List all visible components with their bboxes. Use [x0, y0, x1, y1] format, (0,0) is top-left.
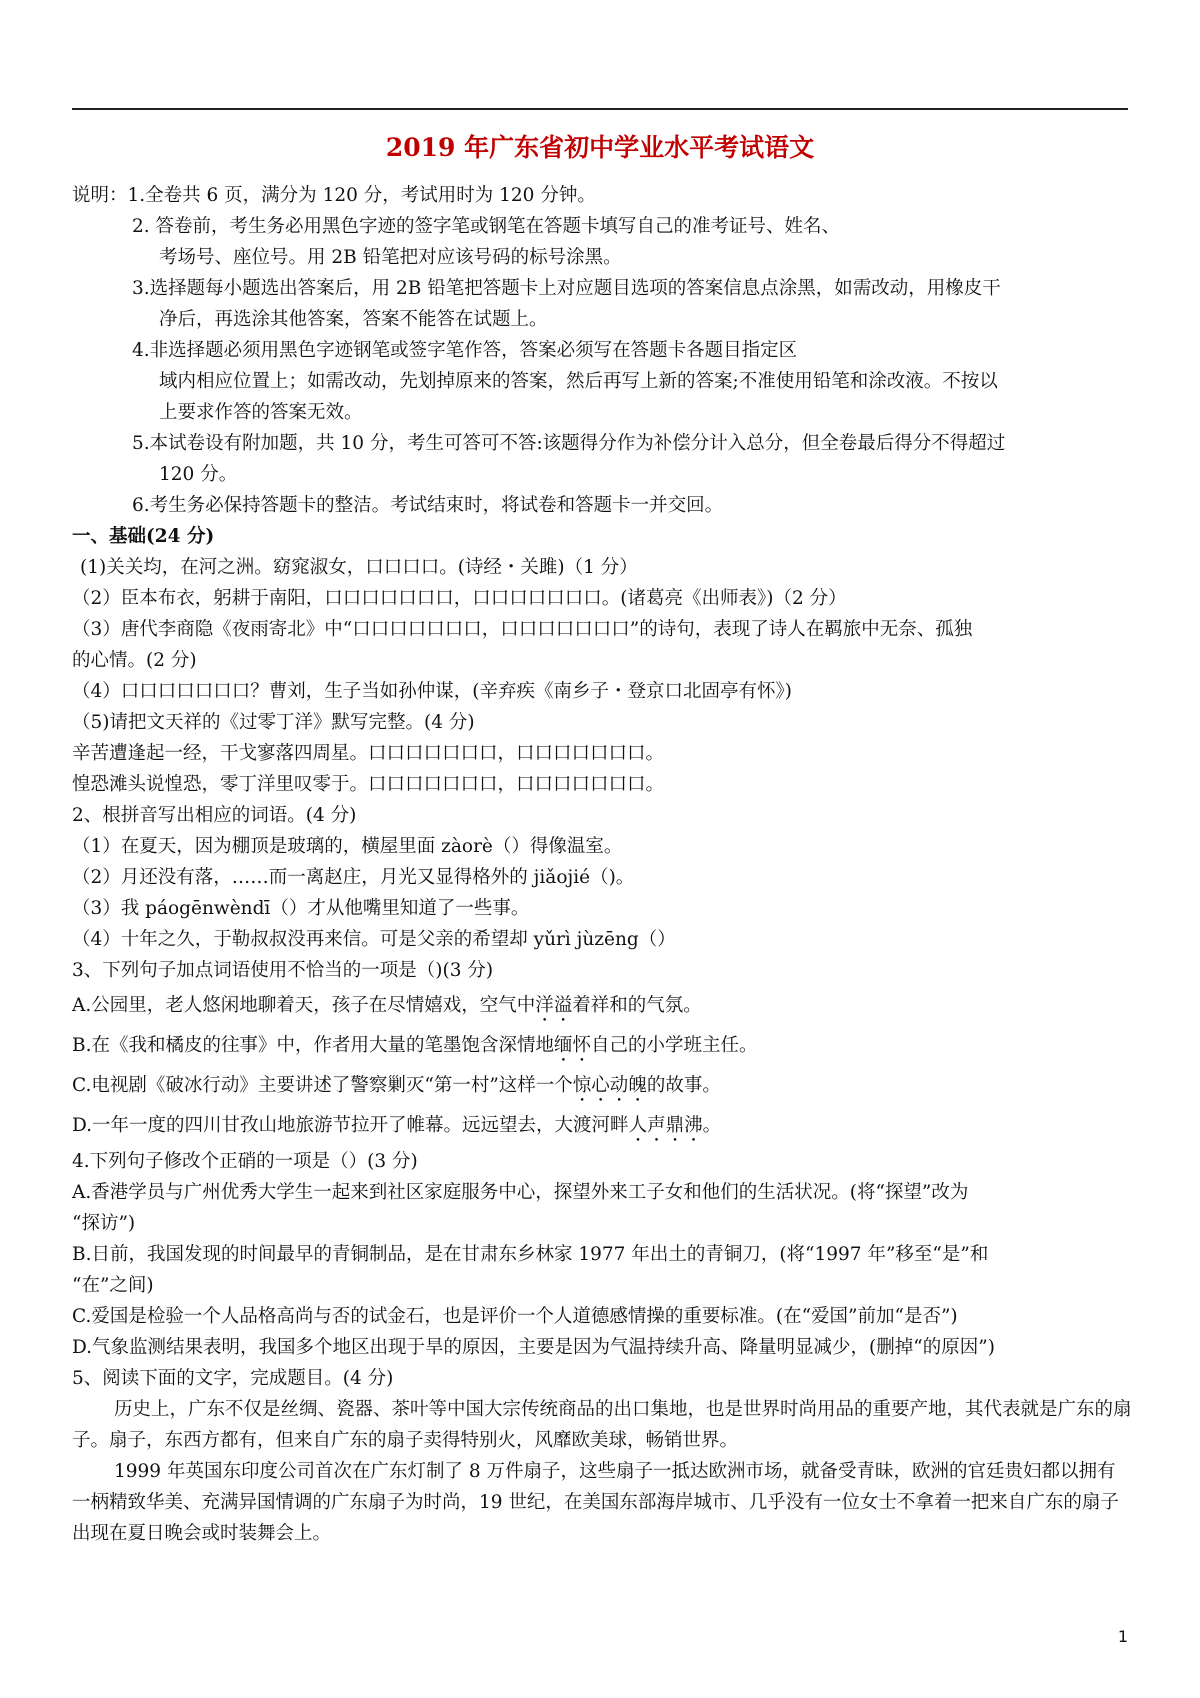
option-text: A.公园里，老人悠闲地聊着天，孩子在尽情嬉戏，空气中 [72, 995, 536, 1016]
instruction-line: 5.本试卷设有附加题，共 10 分，考生可答可不答:该题得分作为补偿分计入总分，但全卷最后得分不得超过 [132, 433, 1006, 454]
section-heading: 一、基础(24 分) [72, 526, 215, 547]
instruction-line: 3.选择题每小题选出答案后，用 2B 铅笔把答题卡上对应题目选项的答案信息点涂黑，如需改动，用橡皮干 [132, 278, 1001, 299]
instruction-line: 上要求作答的答案无效。 [159, 402, 363, 423]
dotted-word: 人声鼎沸 [628, 1115, 703, 1136]
instruction-line: 4.非选择题必须用黑色字迹钢笔或签字笔作答，答案必须写在答题卡各题目指定区 [132, 340, 798, 361]
page-number: 1 [1117, 1627, 1128, 1646]
dotted-word: 缅怀 [553, 1035, 591, 1056]
choice-option: B.日前，我国发现的时间最早的青铜制品，是在甘肃东乡林家 1977 年出土的青铜刀，(将“1997 年”移至“是”和 [72, 1244, 989, 1265]
pinyin-item: （2）月还没有落，……而一离赵庄，月光又显得格外的 jiǎojié（)。 [72, 867, 635, 888]
poem-line: 惶恐滩头说惶恐，零丁洋里叹零于。口口口口口口口，口口口口口口口。 [72, 774, 665, 795]
option-text: B.在《我和橘皮的往事》中，作者用大量的笔墨饱含深情地 [72, 1035, 554, 1056]
question-heading: 3、下列句子加点词语使用不恰当的一项是（)(3 分) [72, 960, 494, 981]
question-line: （3）唐代李商隐《夜雨寄北》中“口口口口口口口，口口口口口口口”的诗句，表现了诗人在羁旅中无奈、孤独 [72, 619, 973, 640]
choice-option: A.香港学员与广州优秀大学生一起来到社区家庭服务中心，探望外来工子女和他们的生活状况。(将“探望”改为 [72, 1182, 969, 1203]
option-text: D.一年一度的四川甘孜山地旅游节拉开了帷幕。远远望去，大渡河畔 [72, 1115, 629, 1136]
option-text: 。 [702, 1115, 722, 1136]
pinyin-item: （3）我 páogēnwèndī（）才从他嘴里知道了一些事。 [72, 898, 530, 919]
choice-option [72, 1106, 1132, 1146]
instruction-line: 考场号、座位号。用 2B 铅笔把对应该号码的标号涂黑。 [159, 247, 622, 268]
question-line: (1)关关均，在河之洲。窈窕淑女，口口口口。(诗经・关雎)（1 分） [80, 557, 638, 578]
option-text: C.电视剧《破冰行动》主要讲述了警察剿灭“第一村”这样一个 [72, 1075, 573, 1096]
instruction-line: 净后，再选涂其他答案，答案不能答在试题上。 [159, 309, 548, 330]
question-line: （5)请把文天祥的《过零丁洋》默写完整。(4 分) [72, 712, 475, 733]
instruction-line: 6.考生务必保持答题卡的整洁。考试结束时，将试卷和答题卡一并交回。 [132, 495, 724, 516]
question-line: 的心情。(2 分) [72, 650, 197, 671]
option-text: 的故事。 [646, 1075, 721, 1096]
choice-option: D.气象监测结果表明，我国多个地区出现于旱的原因，主要是因为气温持续升高、降量明显减少，(删掉“的原因”) [72, 1337, 995, 1358]
reading-paragraph: 1999 年英国东印度公司首次在广东灯制了 8 万件扇子，这些扇子一抵达欧洲市场，就备受青昧，欧洲的官廷贵妇都以拥有一柄精致华美、充满异国情调的广东扇子为时尚，19 世纪，在美国东部海岸城市、几乎没有一位女士不拿着一把来自广东的扇子出现在夏日晚会或时装舞会上。 [72, 1461, 1119, 1544]
header-rule [72, 108, 1128, 110]
question-heading: 4.下列句子修改个正硝的一项是（）(3 分) [72, 1151, 418, 1172]
instruction-line: 说明：1.全卷共 6 页，满分为 120 分，考试用时为 120 分钟。 [72, 185, 596, 206]
pinyin-item: （1）在夏天，因为棚顶是玻璃的，横屋里面 zàorè（）得像温室。 [72, 836, 623, 857]
question-line: （2）臣本布衣，躬耕于南阳，口口口口口口口，口口口口口口口。(诸葛亮《出师表》)（2 分） [72, 588, 847, 609]
pinyin-item: （4）十年之久，于勒叔叔没再来信。可是父亲的希望却 yǔrì jùzēng（） [72, 929, 676, 950]
option-text: 着祥和的气氛。 [572, 995, 702, 1016]
instruction-line: 2. 答卷前，考生务必用黑色字迹的签字笔或钢笔在答题卡填写自己的准考证号、姓名、 [132, 216, 841, 237]
instruction-line: 域内相应位置上；如需改动，先划掉原来的答案，然后再写上新的答案;不准使用铅笔和涂改液。不按以 [159, 371, 998, 392]
exam-title: 2019 年广东省初中学业水平考试语文 [385, 133, 815, 162]
choice-option [72, 1066, 1132, 1106]
question-heading: 2、根拼音写出相应的词语。(4 分) [72, 805, 357, 826]
dotted-word: 洋溢 [535, 995, 573, 1016]
question-heading: 5、阅读下面的文字，完成题目。(4 分) [72, 1368, 394, 1389]
choice-option [72, 986, 1132, 1026]
question-line: （4）口口口口口口口？曹刘，生子当如孙仲谋，(辛弃疾《南乡子・登京口北固亭有怀》) [72, 681, 792, 702]
poem-line: 辛苦遭逢起一经，干戈寥落四周星。口口口口口口口，口口口口口口口。 [72, 743, 665, 764]
choice-option: “在”之间) [72, 1275, 154, 1296]
instruction-line: 120 分。 [159, 464, 238, 485]
exam-body [72, 180, 1132, 1549]
option-text: 自己的小学班主任。 [591, 1035, 758, 1056]
choice-option [72, 1026, 1132, 1066]
choice-option: “探访”) [72, 1213, 136, 1234]
reading-paragraph: 历史上，广东不仅是丝绸、瓷器、茶叶等中国大宗传统商品的出口集地，也是世界时尚用品的重要产地，其代表就是广东的扇子。扇子，东西方都有，但来自广东的扇子卖得特别火，风靡欧美球，畅销世界。 [72, 1399, 1132, 1451]
dotted-word: 惊心动魄 [572, 1075, 647, 1096]
choice-option: C.爱国是检验一个人品格高尚与否的试金石，也是评价一个人道德感情操的重要标准。(在“爱国”前加“是否”) [72, 1306, 958, 1327]
